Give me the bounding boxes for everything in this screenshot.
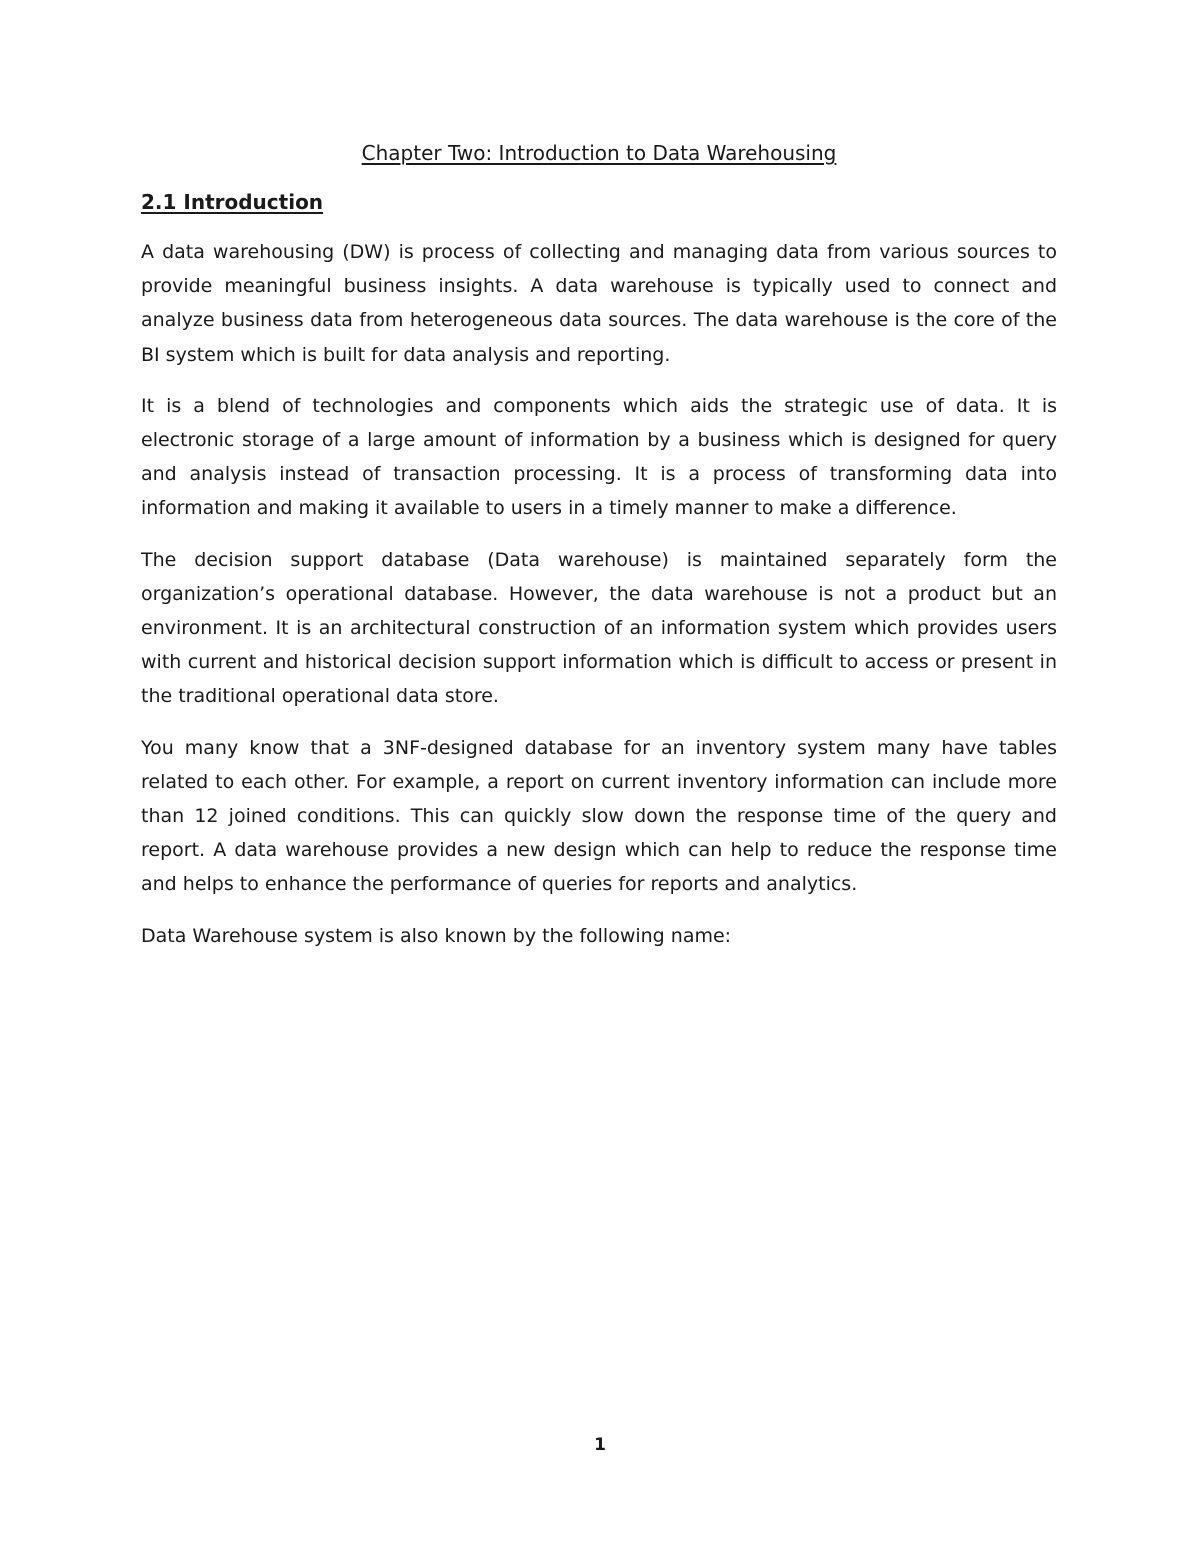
page-number: 1	[594, 1435, 606, 1455]
chapter-title: Chapter Two: Introduction to Data Warehousing	[361, 141, 837, 165]
page-content	[141, 137, 1057, 953]
paragraph-3: The decision support database (Data warehouse) is maintained separately form the organization’s operational database. However, the data warehouse is not a product but an environment. It is an architectural construction of an information system which provides users with current and historical decision support information which is difficult to access or present in the traditional operational data store.	[141, 548, 1057, 708]
paragraph-2: It is a blend of technologies and components which aids the strategic use of data. It is electronic storage of a large amount of information by a business which is designed for query and analysis instead of transaction processing. It is a process of transforming data into information and making it available to users in a timely manner to make a difference.	[141, 394, 1057, 520]
paragraph-4: You many know that a 3NF-designed database for an inventory system many have tables related to each other. For example, a report on current inventory information can include more than 12 joined conditions. This can quickly slow down the response time of the query and report. A data warehouse provides a new design which can help to reduce the response time and helps to enhance the performance of queries for reports and analytics.	[141, 736, 1057, 896]
section-heading: 2.1 Introduction	[141, 190, 324, 214]
paragraph-5: Data Warehouse system is also known by the following name:	[141, 924, 732, 947]
paragraph-1: A data warehousing (DW) is process of collecting and managing data from various sources to provide meaningful business insights. A data warehouse is typically used to connect and analyze business data from heterogeneous data sources. The data warehouse is the core of the BI system which is built for data analysis and reporting.	[141, 241, 1057, 366]
